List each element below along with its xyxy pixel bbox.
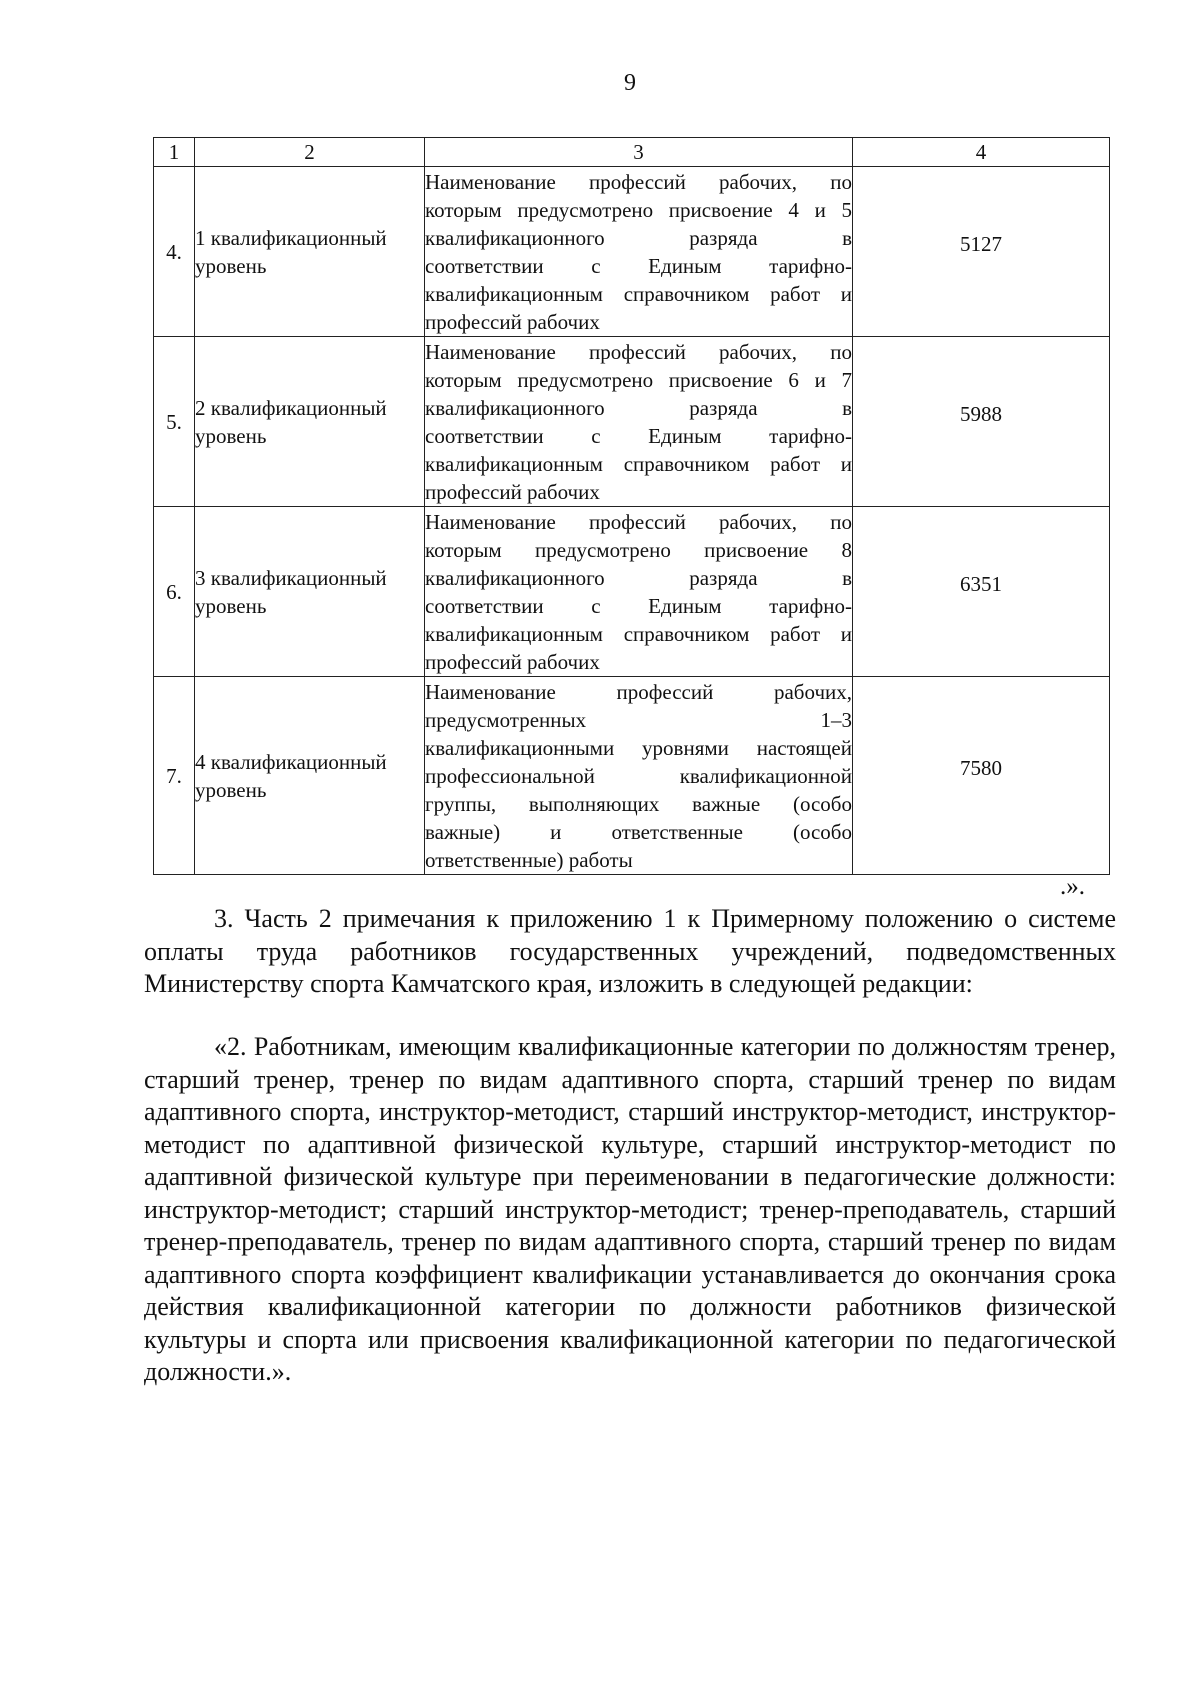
- description-line: профессий рабочих: [425, 479, 600, 504]
- table-row: [154, 167, 1110, 337]
- description-line: важные) и ответственные (особо: [425, 819, 852, 844]
- description-line: ответственные) работы: [425, 847, 633, 872]
- description-line: профессиональной квалификационной: [425, 763, 852, 788]
- description-line: которым предусмотрено присвоение 8: [425, 537, 852, 562]
- description-line: квалификационного разряда в: [425, 395, 852, 420]
- salary-value-text: 5988: [960, 401, 1002, 426]
- salary-value: [853, 337, 1110, 507]
- table-header-row: [154, 138, 1110, 167]
- description-line: Наименование профессий рабочих, по: [425, 169, 852, 194]
- salary-value: [853, 507, 1110, 677]
- description-line: профессий рабочих: [425, 309, 600, 334]
- description-line: квалификационного разряда в: [425, 565, 852, 590]
- row-number: 6.: [154, 507, 195, 677]
- qualification-level: 4 квалификационный уровень: [195, 677, 425, 875]
- table-row: [154, 507, 1110, 677]
- table-header-cell: 1: [154, 138, 195, 167]
- description-line: которым предусмотрено присвоение 4 и 5: [425, 197, 852, 222]
- salary-value-text: 6351: [960, 571, 1002, 596]
- profession-description: [425, 167, 853, 337]
- salary-value-text: 5127: [960, 231, 1002, 256]
- salary-value: [853, 677, 1110, 875]
- amendment-paragraph: 3. Часть 2 примечания к приложению 1 к Примерному положению о системе оплаты труда работников государственных учреждений, подведомственных Министерству спорта Камчатского края, изложить в следующей редакции:: [144, 904, 1116, 998]
- closing-quote-mark: .».: [1060, 873, 1085, 900]
- table-header-cell: 4: [853, 138, 1110, 167]
- table-row: [154, 337, 1110, 507]
- table-row: [154, 677, 1110, 875]
- description-line: Наименование профессий рабочих,: [425, 679, 852, 704]
- salary-value: [853, 167, 1110, 337]
- description-line: квалификационным справочником работ и: [425, 621, 852, 646]
- description-line: квалификационными уровнями настоящей: [425, 735, 852, 760]
- description-line: которым предусмотрено присвоение 6 и 7: [425, 367, 852, 392]
- description-line: соответствии с Единым тарифно-: [425, 253, 852, 278]
- qualification-level: 1 квалификационный уровень: [195, 167, 425, 337]
- description-line: предусмотренных 1–3: [425, 707, 852, 732]
- table-header-cell: 3: [425, 138, 853, 167]
- page-number: 9: [624, 70, 636, 96]
- profession-description: [425, 677, 853, 875]
- amendment-quoted-text: «2. Работникам, имеющим квалификационные категории по должностям тренер, старший тренер, тренер по видам адаптивного спорта, старший тренер по видам адаптивного спорта, инструктор-методист, старший инструктор-методист, инструктор-методист по адаптивной физической культуре, старший инструктор-методист по адаптивной физической культуре при переименовании в педагогические должности: инструктор-методист; старший инструктор-методист; тренер-преподаватель, старший тренер-преподаватель, тренер по видам адаптивного спорта, старший тренер по видам адаптивного спорта коэффициент квалификации устанавливается до окончания срока действия квалификационной категории по должности работников физической культуры и спорта или присвоения квалификационной категории по педагогической должности.».: [144, 1032, 1116, 1386]
- table-header-cell: 2: [195, 138, 425, 167]
- description-line: соответствии с Единым тарифно-: [425, 423, 852, 448]
- qualification-level: 2 квалификационный уровень: [195, 337, 425, 507]
- description-line: Наименование профессий рабочих, по: [425, 509, 852, 534]
- row-number: 4.: [154, 167, 195, 337]
- salary-value-text: 7580: [960, 755, 1002, 780]
- description-line: квалификационным справочником работ и: [425, 451, 852, 476]
- description-line: соответствии с Единым тарифно-: [425, 593, 852, 618]
- description-line: группы, выполняющих важные (особо: [425, 791, 852, 816]
- description-line: Наименование профессий рабочих, по: [425, 339, 852, 364]
- row-number: 5.: [154, 337, 195, 507]
- description-line: квалификационным справочником работ и: [425, 281, 852, 306]
- row-number: 7.: [154, 677, 195, 875]
- profession-description: [425, 507, 853, 677]
- profession-description: [425, 337, 853, 507]
- description-line: профессий рабочих: [425, 649, 600, 674]
- qualification-table: [153, 137, 1110, 875]
- qualification-level: 3 квалификационный уровень: [195, 507, 425, 677]
- description-line: квалификационного разряда в: [425, 225, 852, 250]
